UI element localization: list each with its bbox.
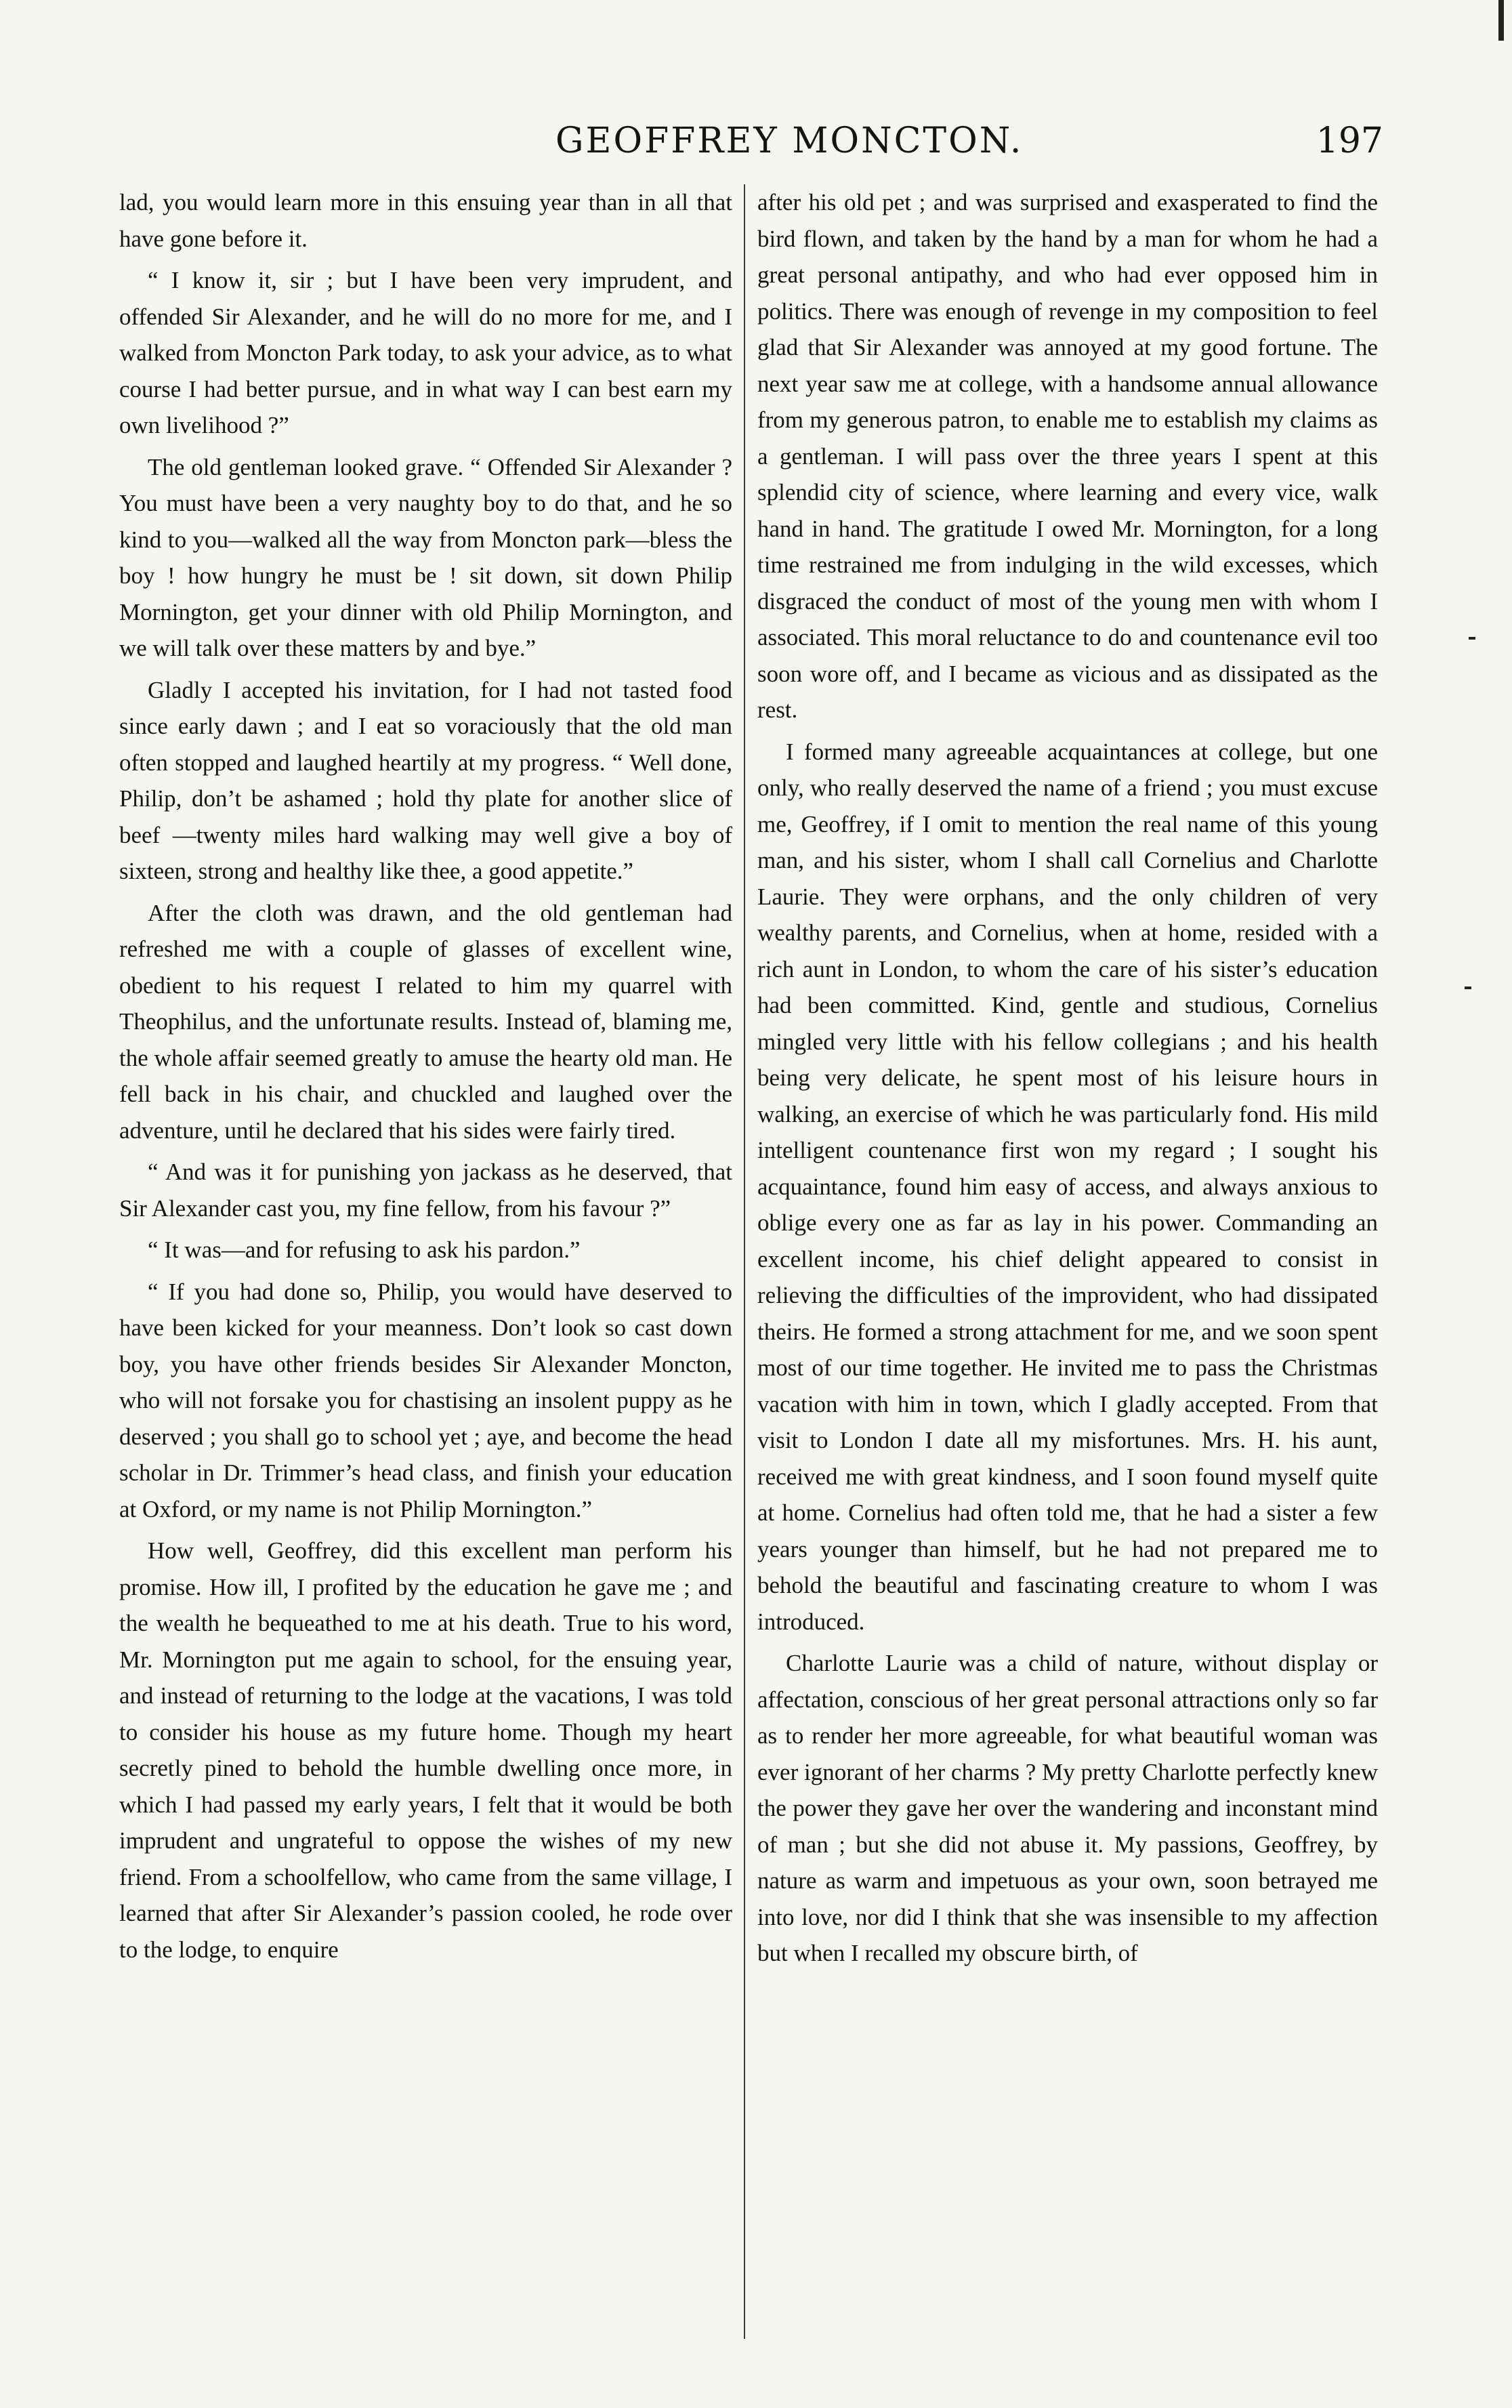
margin-mark xyxy=(1469,637,1475,640)
paragraph: “ It was—and for refusing to ask his pardon.” xyxy=(148,1237,581,1263)
paragraph: lad, you would learn more in this ensuing year than in all that have gone before it. xyxy=(119,189,732,252)
paragraph: I formed many agreeable acquaintances at college, but one only, who really deserved the name of a friend ; you must excuse me, Geoffrey, if I omit to mention the real name of this young man, and his sister, whom I shall call Cornelius and Charlotte Laurie. They were orphans, and the only children of very wealthy parents, and Cornelius, when at home, resided with a rich aunt in London, to whom the care of his sister’s education had been committed. Kind, gentle and studious, Cornelius mingled very little with his fellow collegians ; and his health being very delicate, he spent most of his leisure hours in walking, an exercise of which he was particularly fond. His mild intelligent countenance first won my regard ; I sought his acquaintance, found him easy of access, and always anxious to oblige every one as far as lay in his power. Commanding an excellent income, his chief delight appeared to consist in relieving the difficulties of the improvident, who had dissipated theirs. He formed a strong attachment for me, and we soon spent most of our time together. He invited me to pass the Christmas vacation with him in town, which I gladly accepted. From that visit to London I date all my misfortunes. Mrs. H. his aunt, received me with great kindness, and I soon found myself quite at home. Cornelius had often told me, that he had a sister a few years younger than himself, but he had not prepared me to behold the beautiful and fascinating creature to whom I was introduced. xyxy=(757,738,1378,1635)
paragraph: after his old pet ; and was surprised and exasperated to find the bird flown, and taken by the hand by a man for whom he had a great personal antipathy, and who had ever opposed him in politics. There was enough of revenge in my composition to feel glad that Sir Alexander was annoyed at my good fortune. The next year saw me at college, with a handsome annual allowance from my generous patron, to enable me to establish my claims as a gentleman. I will pass over the three years I spent at this splendid city of science, where learning and every vice, walk hand in hand. The gratitude I owed Mr. Mornington, for a long time restrained me from indulging in the wild excesses, which disgraced the conduct of most of the young men with whom I associated. This moral reluctance to do and countenance evil too soon wore off, and I became as vicious and as dissipated as the rest. xyxy=(757,189,1378,723)
left-column xyxy=(119,184,732,1973)
paragraph: “ I know it, sir ; but I have been very imprudent, and offended Sir Alexander, and he will do no more for me, and I walked from Moncton Park today, to ask your advice, as to what course I had better pursue, and in what way I can best earn my own livelihood ?” xyxy=(119,267,732,438)
margin-mark xyxy=(1465,987,1471,989)
page-header xyxy=(0,121,1512,175)
paragraph: The old gentleman looked grave. “ Offended Sir Alexander ? You must have been a very naughty boy to do that, and he so kind to you—walked all the way from Moncton park—bless the boy ! how hungry he must be ! sit down, sit down Philip Mornington, get your dinner with old Philip Mornington, and we will talk over these matters by and bye.” xyxy=(119,453,732,661)
paragraph: After the cloth was drawn, and the old gentleman had refreshed me with a couple of glasses of excellent wine, obedient to his request I related to him my quarrel with Theophilus, and the unfortunate results. Instead of, blaming me, the whole affair seemed greatly to amuse the hearty old man. He fell back in his chair, and chuckled and laughed over the adventure, until he declared that his sides were fairly tired. xyxy=(119,899,732,1144)
column-rule xyxy=(744,184,745,2339)
page-number: 197 xyxy=(1316,121,1383,161)
paragraph: “ If you had done so, Philip, you would have deserved to have been kicked for your meanness. Don’t look so cast down boy, you have other friends besides Sir Alexander Moncton, who will not forsake you for chastising an insolent puppy as he deserved ; you shall go to school yet ; aye, and become the head scholar in Dr. Trimmer’s head class, and finish your education at Oxford, or my name is not Philip Mornington.” xyxy=(119,1278,732,1522)
right-column xyxy=(757,184,1378,1977)
margin-mark xyxy=(1498,0,1504,41)
paragraph: “ And was it for punishing yon jackass as he deserved, that Sir Alexander cast you, my fine fellow, from his favour ?” xyxy=(119,1159,732,1222)
paragraph: How well, Geoffrey, did this excellent man perform his promise. How ill, I profited by the education he gave me ; and the wealth he bequeathed to me at his death. True to his word, Mr. Mornington put me again to school, for the ensuing year, and instead of returning to the lodge at the vacations, I was told to consider his house as my future home. Though my heart secretly pined to behold the humble dwelling once more, in which I had passed my early years, I felt that it would be both imprudent and ungrateful to oppose the wishes of my new friend. From a schoolfellow, who came from the same village, I learned that after Sir Alexander’s passion cooled, he rode over to the lodge, to enquire xyxy=(119,1537,732,1963)
paragraph: Charlotte Laurie was a child of nature, without display or affectation, conscious of her great personal attractions only so far as to render her more agreeable, for what beautiful woman was ever ignorant of her charms ? My pretty Charlotte perfectly knew the power they gave her over the wandering and inconstant mind of man ; but she did not abuse it. My passions, Geoffrey, by nature as warm and impetuous as your own, soon betrayed me into love, nor did I think that she was insensible to my affection but when I recalled my obscure birth, of xyxy=(757,1650,1378,1966)
running-title: GEOFFREY MONCTON. xyxy=(555,121,1024,161)
paragraph: Gladly I accepted his invitation, for I had not tasted food since early dawn ; and I eat so voraciously that the old man often stopped and laughed heartily at my progress. “ Well done, Philip, don’t be ashamed ; hold thy plate for another slice of beef —twenty miles hard walking may well give a boy of sixteen, strong and healthy like thee, a good appetite.” xyxy=(119,676,732,884)
